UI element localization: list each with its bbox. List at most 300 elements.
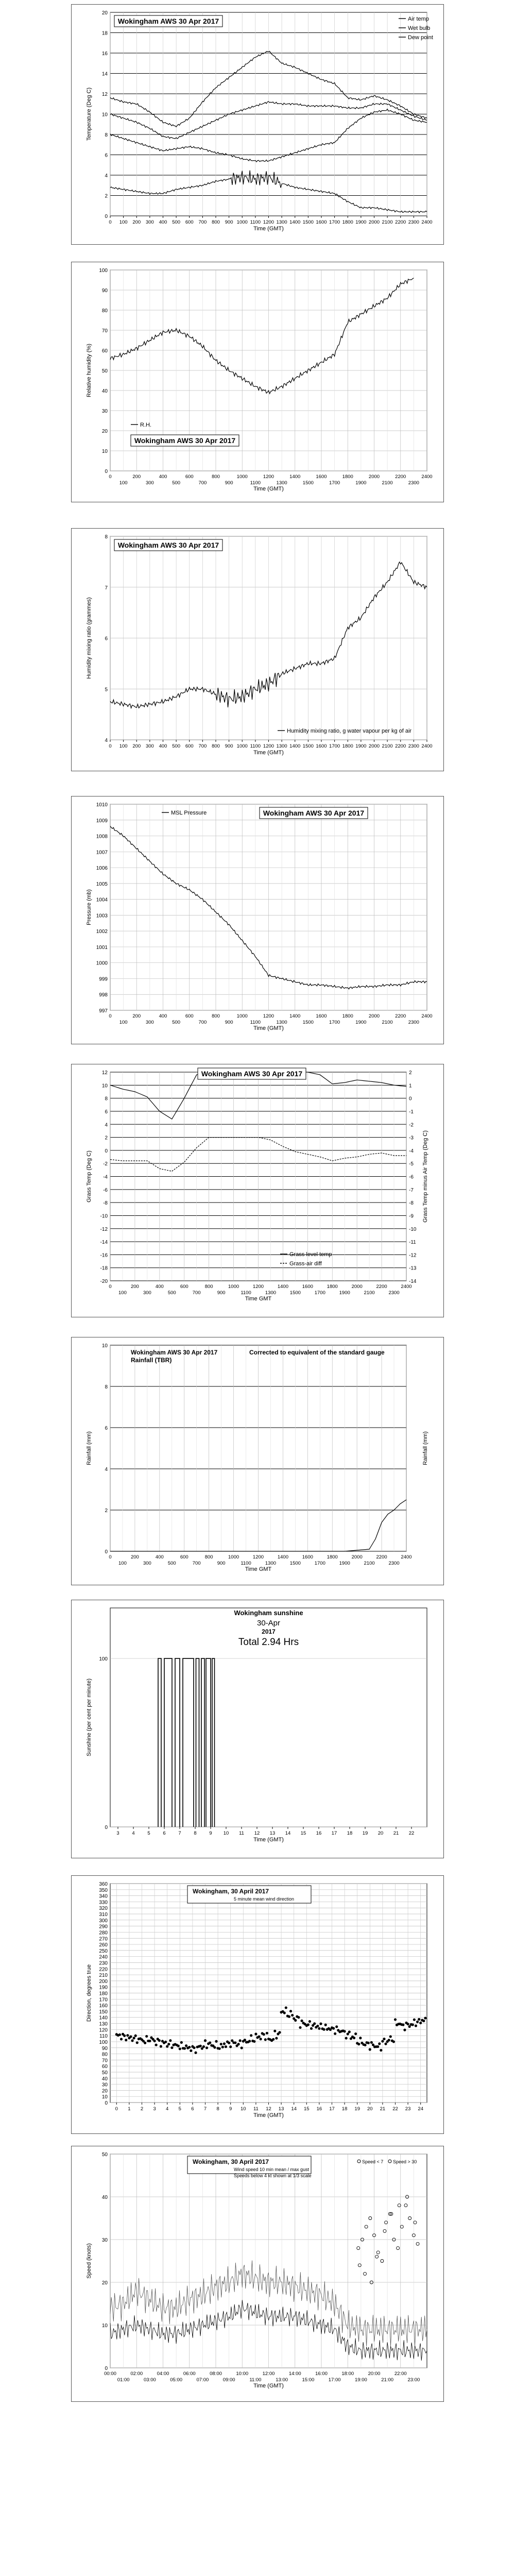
y-tick-label: -20 <box>100 1279 108 1284</box>
y-tick-label: 180 <box>99 1991 108 1997</box>
relative-humidity-chart <box>72 262 443 502</box>
y-tick-label: 10 <box>101 449 108 454</box>
y-tick-label: 50 <box>101 368 108 374</box>
direction-point <box>348 2030 351 2033</box>
x-tick-label: 2400 <box>421 474 433 480</box>
chart-year: 2017 <box>262 1628 276 1635</box>
x-tick-label: 2000 <box>351 1284 363 1290</box>
direction-point <box>297 2016 300 2019</box>
y-tick-label: -8 <box>103 1200 108 1207</box>
y-tick-label: 6 <box>105 636 108 642</box>
x-tick-label: 06:00 <box>183 2371 196 2377</box>
x-tick-label: 15 <box>304 2106 310 2112</box>
chart-subtitle: Rainfall (TBR) <box>131 1357 172 1364</box>
rainfall-panel <box>71 1337 444 1585</box>
x-tick-label: 1500 <box>302 219 314 225</box>
y-tick-label: 1003 <box>96 913 108 919</box>
direction-point <box>225 2045 227 2048</box>
y-tick-label: 40 <box>101 2076 108 2082</box>
direction-point <box>239 2039 242 2042</box>
x-tick-label: 2000 <box>368 1013 380 1019</box>
x-tick-label: 1000 <box>228 1554 239 1560</box>
chart-subtitle: Wind speed 10 min mean / max gust <box>234 2167 310 2172</box>
y-tick-label: 4 <box>105 1122 108 1128</box>
y-tick-label: 270 <box>99 1936 108 1942</box>
x-tick-label: 100 <box>119 480 128 486</box>
x-tick-label: 1900 <box>339 1561 350 1566</box>
x-tick-label: 10 <box>241 2106 246 2112</box>
y-axis-label: Grass Temp (Deg C) <box>86 1150 92 1202</box>
x-tick-label: 100 <box>119 743 128 749</box>
y-tick-label: -14 <box>100 1240 108 1246</box>
y-tick-label: 120 <box>99 2027 108 2033</box>
x-tick-label: 1400 <box>289 474 301 480</box>
x-tick-label: 23:00 <box>407 2377 420 2383</box>
x-tick-label: 00:00 <box>104 2371 116 2377</box>
x-tick-label: 1300 <box>276 219 287 225</box>
x-tick-label: 1000 <box>236 743 248 749</box>
x-tick-label: 2300 <box>408 1020 419 1025</box>
direction-point <box>244 2039 246 2041</box>
x-tick-label: 13:00 <box>276 2377 288 2383</box>
y-tick-label: 30 <box>101 409 108 414</box>
x-tick-label: 1900 <box>355 480 367 486</box>
wind-speed-panel <box>71 2146 444 2402</box>
x-tick-label: 19:00 <box>354 2377 367 2383</box>
y-tick-label: 1001 <box>96 944 108 951</box>
x-tick-label: 1200 <box>252 1554 264 1560</box>
y-tick-label: 0 <box>105 1825 108 1831</box>
direction-point <box>359 2037 362 2039</box>
x-tick-label: 900 <box>225 1020 233 1025</box>
x-tick-label: 1200 <box>263 1013 274 1019</box>
x-tick-label: 21 <box>393 1831 399 1836</box>
y-tick-label: 200 <box>99 1978 108 1985</box>
x-tick-label: 20:00 <box>368 2371 381 2377</box>
y-tick-label: 40 <box>101 2195 108 2200</box>
direction-point <box>278 2031 281 2033</box>
y-tick-label: 90 <box>101 2045 108 2052</box>
x-tick-label: 1300 <box>265 1561 277 1566</box>
x-tick-label: 16 <box>316 2106 322 2112</box>
x-tick-label: 2400 <box>421 219 433 225</box>
chart-title: Wokingham AWS 30 Apr 2017 <box>117 541 219 549</box>
direction-point <box>205 2046 208 2049</box>
y-tick-label: 50 <box>101 2152 108 2158</box>
x-tick-label: 1800 <box>342 474 353 480</box>
y-tick-label: 0 <box>105 214 108 219</box>
x-tick-label: 1500 <box>302 743 314 749</box>
x-tick-label: 400 <box>155 1554 164 1560</box>
x-tick-label: 14:00 <box>288 2371 301 2377</box>
y-axis-label: Speed (knots) <box>86 2243 92 2279</box>
direction-point <box>324 2024 327 2026</box>
x-tick-label: 05:00 <box>170 2377 183 2383</box>
direction-point <box>407 2023 409 2025</box>
direction-point <box>319 2023 322 2025</box>
x-tick-label: 20 <box>367 2106 373 2112</box>
y-tick-label: 20 <box>101 2280 108 2286</box>
direction-point <box>364 2044 366 2046</box>
x-tick-label: 5 <box>147 1831 150 1836</box>
direction-point <box>129 2035 132 2038</box>
x-tick-label: 100 <box>118 1290 127 1296</box>
x-tick-label: 400 <box>159 219 167 225</box>
y-tick-label: 160 <box>99 2003 108 2009</box>
chart-date: 30-Apr <box>256 1619 281 1628</box>
x-tick-label: 1600 <box>302 1554 313 1560</box>
wind-direction-panel <box>71 1875 444 2134</box>
direction-point <box>234 2041 236 2044</box>
direction-point <box>334 2032 336 2035</box>
x-tick-label: 12:00 <box>262 2371 275 2377</box>
y-axis-label: Relative humidity (%) <box>86 344 92 397</box>
x-tick-label: 15 <box>300 1831 306 1836</box>
direction-point <box>185 2044 187 2047</box>
x-tick-label: 18 <box>341 2106 348 2112</box>
y-tick-label: 90 <box>101 288 108 294</box>
direction-point <box>258 2035 260 2038</box>
x-tick-label: 23 <box>405 2106 411 2112</box>
x-tick-label: 100 <box>118 1561 127 1566</box>
direction-point <box>223 2042 226 2045</box>
direction-point <box>160 2045 162 2047</box>
direction-point <box>332 2027 335 2029</box>
x-tick-label: 1600 <box>302 1284 313 1290</box>
x-tick-label: 21 <box>380 2106 386 2112</box>
wind-speed-chart <box>72 2146 443 2401</box>
direction-point <box>179 2047 181 2050</box>
legend-label: Humidity mixing ratio, g water vapour per kg of air <box>287 728 412 734</box>
x-tick-label: 6 <box>191 2106 194 2112</box>
direction-point <box>335 2025 338 2028</box>
chart-title: Wokingham AWS 30 Apr 2017 <box>263 809 365 817</box>
x-tick-label: 600 <box>185 743 194 749</box>
x-tick-label: 0 <box>109 743 112 749</box>
direction-point <box>193 2046 195 2049</box>
y-tick-label: 340 <box>99 1893 108 1900</box>
x-tick-label: 01:00 <box>117 2377 130 2383</box>
y-tick-label: -12 <box>100 1226 108 1232</box>
direction-point <box>260 2038 262 2040</box>
legend-label: Wet bulb <box>408 25 431 31</box>
grass-temp-panel <box>71 1064 444 1317</box>
y-tick-label: 350 <box>99 1887 108 1893</box>
y-tick-label: 280 <box>99 1930 108 1936</box>
x-tick-label: 1600 <box>316 474 327 480</box>
y-right-tick-label: 2 <box>409 1070 412 1076</box>
y-tick-label: 2 <box>105 193 108 199</box>
y-tick-label: 250 <box>99 1948 108 1954</box>
grass-temp-chart <box>72 1064 443 1317</box>
direction-point <box>415 2024 417 2027</box>
y-axis-label: Direction, degrees true <box>86 1964 92 2022</box>
x-tick-label: 800 <box>212 474 220 480</box>
x-tick-label: 500 <box>172 219 181 225</box>
direction-point <box>188 2046 191 2048</box>
x-tick-label: 1300 <box>276 480 287 486</box>
y-axis-label: Sunshine (per cent per minute) <box>86 1678 92 1757</box>
x-tick-label: 300 <box>143 1561 151 1566</box>
direction-point <box>164 2041 167 2043</box>
y-right-tick-label: -12 <box>409 1252 417 1259</box>
legend-label: Grass-air diff <box>289 1261 322 1267</box>
x-tick-label: 8 <box>194 1831 197 1836</box>
x-tick-label: 1300 <box>265 1290 277 1296</box>
x-tick-label: 2200 <box>395 219 406 225</box>
chart-title: Wokingham AWS 30 Apr 2017 <box>134 436 236 445</box>
direction-point <box>378 2042 381 2045</box>
direction-point <box>402 2024 404 2026</box>
direction-point <box>155 2044 158 2046</box>
x-tick-label: 900 <box>217 1561 226 1566</box>
x-tick-label: 1100 <box>250 1020 261 1025</box>
x-tick-label: 0 <box>109 474 112 480</box>
y-right-axis-label: Grass Temp minus Air Temp (Deg C) <box>422 1130 428 1223</box>
direction-point <box>413 2019 416 2021</box>
x-tick-label: 08:00 <box>210 2371 222 2377</box>
legend-label: Speed > 30 <box>393 2159 417 2164</box>
x-tick-label: 2200 <box>395 1013 406 1019</box>
chart-title: Wokingham AWS 30 Apr 2017 <box>131 1349 218 1356</box>
x-tick-label: 2400 <box>401 1554 412 1560</box>
y-tick-label: 998 <box>99 992 108 998</box>
x-tick-label: 1900 <box>355 1020 367 1025</box>
x-tick-label: 1000 <box>228 1284 239 1290</box>
direction-point <box>166 2045 168 2047</box>
direction-point <box>254 2032 257 2035</box>
direction-point <box>411 2023 414 2026</box>
x-tick-label: 1200 <box>263 219 274 225</box>
mixing-ratio-chart <box>72 529 443 771</box>
direction-point <box>204 2039 207 2042</box>
y-tick-label: 12 <box>101 92 108 97</box>
direction-point <box>307 2023 310 2026</box>
x-tick-label: 1700 <box>329 743 340 749</box>
x-tick-label: 1800 <box>342 219 353 225</box>
x-tick-label: 2100 <box>382 1020 393 1025</box>
direction-point <box>354 2032 357 2035</box>
direction-point <box>213 2046 216 2048</box>
x-tick-label: 1600 <box>316 1013 327 1019</box>
y-tick-label: 1006 <box>96 866 108 872</box>
x-tick-label: 400 <box>159 743 167 749</box>
y-tick-label: 190 <box>99 1985 108 1991</box>
x-tick-label: 4 <box>132 1831 135 1836</box>
x-tick-label: 800 <box>204 1284 213 1290</box>
x-tick-label: 1500 <box>302 1020 314 1025</box>
direction-point <box>294 2019 297 2022</box>
direction-point <box>384 2043 387 2045</box>
temperature-chart <box>72 5 443 244</box>
y-tick-label: 1000 <box>96 960 108 967</box>
direction-point <box>308 2020 311 2023</box>
x-tick-label: 1700 <box>329 219 340 225</box>
y-tick-label: 220 <box>99 1967 108 1973</box>
x-tick-label: 200 <box>132 219 141 225</box>
y-tick-label: 14 <box>101 71 108 77</box>
direction-point <box>272 2038 274 2041</box>
direction-point <box>370 2041 373 2044</box>
x-tick-label: 1600 <box>316 219 327 225</box>
x-tick-label: 800 <box>204 1554 213 1560</box>
x-tick-label: 10:00 <box>236 2371 249 2377</box>
direction-point <box>169 2039 171 2042</box>
direction-point <box>403 2029 406 2031</box>
sunshine-chart <box>72 1600 443 1858</box>
x-tick-label: 300 <box>145 743 154 749</box>
direction-point <box>353 2037 355 2039</box>
x-tick-label: 10 <box>223 1831 229 1836</box>
direction-point <box>126 2034 129 2037</box>
y-right-tick-label: -7 <box>409 1187 414 1193</box>
x-tick-label: 17 <box>331 1831 337 1836</box>
temperature-panel <box>71 4 444 245</box>
direction-point <box>136 2041 139 2044</box>
x-tick-label: 1900 <box>355 219 367 225</box>
direction-point <box>299 2026 301 2029</box>
x-tick-label: 2100 <box>364 1561 375 1566</box>
x-tick-label: 0 <box>109 219 112 225</box>
x-tick-label: 1300 <box>276 1020 287 1025</box>
y-tick-label: 100 <box>99 1656 108 1663</box>
x-tick-label: 2000 <box>368 743 380 749</box>
x-tick-label: 900 <box>217 1290 226 1296</box>
x-tick-label: 24 <box>418 2106 423 2112</box>
direction-point <box>120 2038 123 2040</box>
y-tick-label: 20 <box>101 10 108 16</box>
x-tick-label: 3 <box>116 1831 119 1836</box>
y-right-tick-label: -5 <box>409 1161 414 1167</box>
y-right-tick-label: -6 <box>409 1174 414 1180</box>
x-tick-label: 200 <box>130 1284 139 1290</box>
x-tick-label: 1500 <box>289 1561 301 1566</box>
x-tick-label: 1800 <box>342 1013 353 1019</box>
x-tick-label: 6 <box>163 1831 166 1836</box>
x-tick-label: 04:00 <box>157 2371 169 2377</box>
legend-label: Grass level temp <box>289 1251 332 1258</box>
y-right-tick-label: 1 <box>409 1083 412 1089</box>
x-tick-label: 1100 <box>250 219 261 225</box>
y-axis-label: Temperature (Deg C) <box>86 87 92 141</box>
direction-point <box>250 2034 252 2037</box>
direction-point <box>416 2021 419 2023</box>
direction-point <box>170 2046 173 2049</box>
x-tick-label: 1100 <box>241 1290 251 1296</box>
y-tick-label: 210 <box>99 1973 108 1979</box>
x-tick-label: 800 <box>212 1013 220 1019</box>
x-tick-label: 1400 <box>289 219 301 225</box>
y-tick-label: 12 <box>101 1070 108 1076</box>
direction-point <box>422 2020 425 2022</box>
y-tick-label: 60 <box>101 2064 108 2070</box>
x-tick-label: 0 <box>109 1013 112 1019</box>
direction-point <box>345 2037 348 2039</box>
y-tick-label: 100 <box>99 2039 108 2045</box>
x-tick-label: 16 <box>316 1831 322 1836</box>
x-tick-label: 2300 <box>408 480 419 486</box>
y-tick-label: 20 <box>101 429 108 434</box>
x-tick-label: 9 <box>209 1831 212 1836</box>
direction-point <box>194 2052 197 2054</box>
y-tick-label: 1008 <box>96 834 108 840</box>
direction-point <box>418 2018 420 2021</box>
x-tick-label: 500 <box>172 480 181 486</box>
x-axis-label: Time (GMT) <box>253 1837 284 1843</box>
x-tick-label: 900 <box>225 743 233 749</box>
direction-point <box>190 2049 192 2052</box>
direction-point <box>148 2040 151 2042</box>
x-tick-label: 12 <box>266 2106 271 2112</box>
x-tick-label: 600 <box>180 1554 188 1560</box>
y-tick-label: 20 <box>101 2088 108 2094</box>
y-tick-label: 260 <box>99 1942 108 1948</box>
direction-point <box>318 2027 320 2030</box>
legend-label: Dew point <box>408 35 433 41</box>
direction-point <box>158 2039 161 2042</box>
y-tick-label: 6 <box>105 152 108 159</box>
x-tick-label: 17:00 <box>328 2377 341 2383</box>
direction-point <box>134 2035 137 2037</box>
y-tick-label: -16 <box>100 1252 108 1259</box>
x-tick-label: 5 <box>178 2106 181 2112</box>
x-tick-label: 1800 <box>342 743 353 749</box>
y-tick-label: 10 <box>101 1083 108 1089</box>
x-tick-label: 500 <box>172 1020 181 1025</box>
pressure-chart <box>72 796 443 1044</box>
x-tick-label: 400 <box>159 1013 167 1019</box>
x-tick-label: 300 <box>145 1020 154 1025</box>
y-right-tick-label: -10 <box>409 1226 417 1232</box>
direction-point <box>357 2043 360 2045</box>
direction-point <box>310 2027 313 2030</box>
x-tick-label: 19 <box>354 2106 360 2112</box>
x-tick-label: 09:00 <box>222 2377 235 2383</box>
y-tick-label: 50 <box>101 2070 108 2076</box>
x-axis-label: Time GMT <box>245 1566 272 1572</box>
direction-point <box>237 2043 239 2045</box>
direction-point <box>153 2040 156 2042</box>
direction-point <box>183 2047 186 2049</box>
direction-point <box>288 2015 290 2018</box>
y-right-tick-label: -14 <box>409 1279 417 1284</box>
x-axis-label: Time (GMT) <box>253 2112 284 2119</box>
y-tick-label: 170 <box>99 1997 108 2003</box>
direction-point <box>424 2016 426 2019</box>
direction-point <box>248 2040 251 2042</box>
x-tick-label: 2100 <box>382 219 393 225</box>
sunshine-panel <box>71 1600 444 1858</box>
x-tick-label: 700 <box>192 1290 201 1296</box>
x-tick-label: 2400 <box>421 1013 433 1019</box>
x-tick-label: 600 <box>185 474 194 480</box>
x-tick-label: 1000 <box>236 474 248 480</box>
y-tick-label: -6 <box>103 1187 108 1193</box>
x-axis-label: Time (GMT) <box>253 226 284 232</box>
direction-point <box>209 2041 211 2044</box>
direction-point <box>118 2033 121 2036</box>
x-tick-label: 9 <box>229 2106 232 2112</box>
chart-title: Wokingham AWS 30 Apr 2017 <box>117 17 219 25</box>
x-tick-label: 1800 <box>327 1284 338 1290</box>
x-tick-label: 14 <box>285 1831 291 1836</box>
x-tick-label: 19 <box>362 1831 368 1836</box>
x-tick-label: 1500 <box>289 1290 301 1296</box>
y-tick-label: 150 <box>99 2009 108 2015</box>
direction-point <box>125 2039 127 2041</box>
x-tick-label: 1900 <box>355 743 367 749</box>
y-tick-label: 4 <box>105 1467 108 1472</box>
